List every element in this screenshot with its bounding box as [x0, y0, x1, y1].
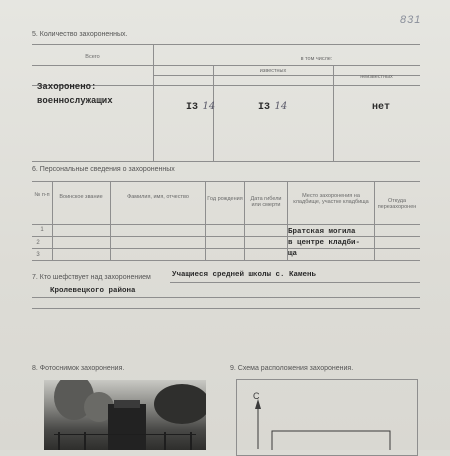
- north-letter: С: [253, 391, 260, 401]
- total-value: [186, 96, 215, 114]
- row-number-2: 2: [36, 240, 40, 246]
- hdr-name: Фамилия, имя, отчество: [127, 194, 189, 200]
- hdr-rank: Воинское звание: [59, 194, 103, 200]
- place-line-3: ща: [288, 250, 298, 258]
- col-unknown-header: неизвестных: [360, 74, 393, 80]
- burial-row-label-1: Захоронено:: [37, 82, 97, 92]
- place-line-1: Братская могила: [288, 228, 356, 236]
- hdr-reburied-from: Откуда перезахоронен: [377, 198, 417, 210]
- row-number-3: 3: [36, 252, 40, 258]
- known-handwritten: 14: [274, 101, 288, 112]
- hdr-death-date: Дата гибели или смерти: [250, 196, 282, 208]
- burial-row-label-2: военнослужащих: [37, 96, 113, 106]
- section5-title: 5. Количество захороненных.: [32, 31, 128, 38]
- patron-line-2: Кролевецкого района: [50, 287, 136, 295]
- known-typed: I3: [258, 102, 271, 113]
- section6-title: 6. Персональные сведения о захороненных: [32, 166, 175, 173]
- total-typed: I3: [186, 102, 199, 113]
- cemetery-plot-outline: [272, 431, 390, 450]
- total-handwritten: 14: [202, 101, 216, 112]
- hdr-birth-year: Год рождения: [207, 196, 243, 202]
- unknown-value: нет: [372, 102, 391, 113]
- col-known-header: известных: [259, 68, 287, 74]
- page-number: 831: [400, 14, 422, 26]
- col-including-header: в том числе:: [300, 56, 333, 62]
- hdr-number: № п-п: [34, 192, 50, 198]
- burial-photograph: [44, 380, 206, 450]
- section7-label: 7. Кто шефствует над захоронением: [32, 274, 151, 281]
- known-value: [258, 96, 287, 114]
- hdr-burial-place: Место захоронения на кладбище, участке кладбища: [293, 193, 369, 205]
- patron-line-1: Учащиеся средней школы с. Камень: [172, 271, 317, 279]
- section8-title: 8. Фотоснимок захоронения.: [32, 365, 125, 372]
- location-scheme-drawing: [236, 379, 416, 450]
- section9-title: 9. Схема расположения захоронения.: [230, 365, 354, 372]
- place-line-2: в центре кладби-: [288, 239, 361, 247]
- row-number-1: 1: [40, 227, 44, 233]
- col-total-header: Всего: [85, 54, 100, 60]
